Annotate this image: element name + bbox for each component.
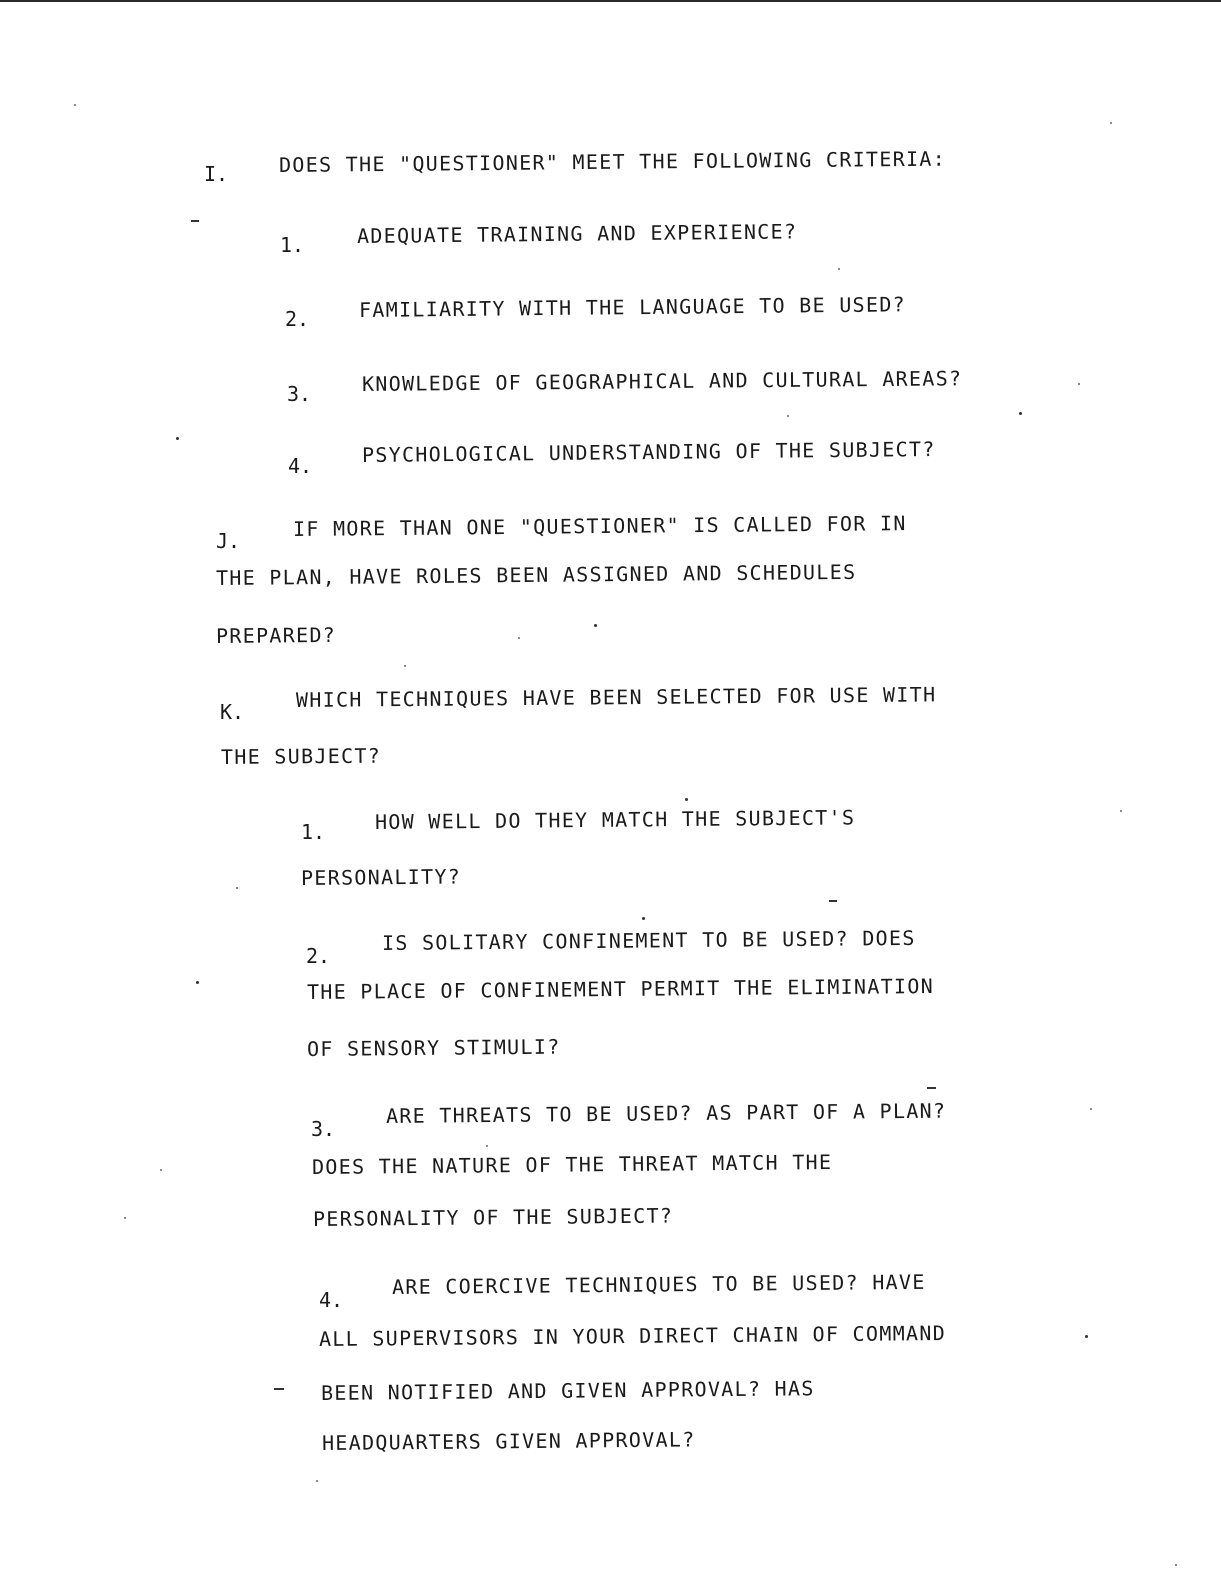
scan-speck — [74, 104, 76, 106]
section-k-item-1-line-2: PERSONALITY? — [300, 864, 462, 890]
scan-speck — [160, 1169, 162, 1171]
scan-speck — [1019, 412, 1022, 415]
section-j-line-3: PREPARED? — [215, 622, 337, 648]
scan-speck — [1090, 1108, 1092, 1110]
scan-mark — [829, 900, 837, 902]
scan-speck — [1120, 810, 1122, 812]
scan-top-edge — [0, 0, 1221, 2]
section-i-item-2-line-1: FAMILIARITY WITH THE LANGUAGE TO BE USED? — [358, 292, 907, 322]
section-i-marker: I. — [204, 162, 229, 186]
section-i-item-3-marker: 3. — [287, 382, 312, 406]
scan-speck — [176, 437, 179, 440]
section-k-item-4-line-2: ALL SUPERVISORS IN YOUR DIRECT CHAIN OF COMMAND — [318, 1320, 947, 1351]
section-k-item-2-line-2: THE PLACE OF CONFINEMENT PERMIT THE ELIMINATION — [306, 973, 935, 1004]
section-j-line-1: IF MORE THAN ONE "QUESTIONER" IS CALLED FOR IN — [292, 511, 907, 541]
section-k-item-2-marker: 2. — [306, 944, 331, 968]
scan-mark — [191, 220, 199, 222]
section-i-item-1-marker: 1. — [280, 233, 305, 257]
section-i-item-1-line-1: ADEQUATE TRAINING AND EXPERIENCE? — [356, 219, 798, 248]
section-k-item-3-line-2: DOES THE NATURE OF THE THREAT MATCH THE — [311, 1150, 833, 1179]
section-k-item-3-line-3: PERSONALITY OF THE SUBJECT? — [312, 1203, 674, 1231]
section-k-item-3-line-1: ARE THREATS TO BE USED? AS PART OF A PLAN? — [385, 1098, 947, 1128]
scan-speck — [594, 624, 597, 627]
scan-speck — [196, 981, 199, 984]
scan-speck — [1175, 1564, 1177, 1566]
section-k-item-4-line-4: HEADQUARTERS GIVEN APPROVAL? — [321, 1427, 696, 1455]
scan-speck — [1110, 122, 1112, 124]
scan-speck — [1085, 1335, 1088, 1338]
scan-mark — [927, 1087, 936, 1089]
scan-mark — [274, 1388, 284, 1390]
section-k-item-2-line-1: IS SOLITARY CONFINEMENT TO BE USED? DOES — [381, 925, 916, 955]
section-i-line-1: DOES THE "QUESTIONER" MEET THE FOLLOWING CRITERIA: — [278, 146, 947, 177]
section-j-marker: J. — [216, 529, 241, 553]
scan-speck — [404, 665, 406, 667]
section-k-marker: K. — [220, 700, 245, 724]
section-k-item-4-line-3: BEEN NOTIFIED AND GIVEN APPROVAL? HAS — [320, 1376, 815, 1405]
scan-speck — [838, 268, 840, 270]
scan-speck — [236, 887, 238, 889]
section-k-item-1-marker: 1. — [301, 820, 326, 844]
section-k-item-3-marker: 3. — [311, 1117, 336, 1141]
scan-speck — [124, 1217, 126, 1219]
section-k-line-2: THE SUBJECT? — [220, 743, 382, 769]
section-k-line-1: WHICH TECHNIQUES HAVE BEEN SELECTED FOR USE WITH — [295, 682, 937, 712]
scan-speck — [316, 1480, 318, 1482]
section-i-item-4-marker: 4. — [288, 454, 313, 478]
scan-speck — [1078, 383, 1080, 385]
scan-speck — [787, 415, 789, 417]
section-j-line-2: THE PLAN, HAVE ROLES BEEN ASSIGNED AND SCHEDULES — [215, 559, 857, 590]
scan-speck — [685, 798, 688, 801]
section-k-item-4-marker: 4. — [319, 1288, 344, 1312]
section-k-item-4-line-1: ARE COERCIVE TECHNIQUES TO BE USED? HAVE — [391, 1269, 926, 1299]
section-i-item-4-line-1: PSYCHOLOGICAL UNDERSTANDING OF THE SUBJECT? — [361, 436, 936, 467]
scan-speck — [518, 637, 520, 639]
section-k-item-2-line-3: OF SENSORY STIMULI? — [306, 1034, 561, 1061]
scan-speck — [642, 917, 645, 920]
section-i-item-3-line-1: KNOWLEDGE OF GEOGRAPHICAL AND CULTURAL AREAS? — [361, 366, 963, 396]
section-i-item-2-marker: 2. — [285, 307, 310, 331]
section-k-item-1-line-1: HOW WELL DO THEY MATCH THE SUBJECT'S — [374, 805, 856, 834]
scan-speck — [486, 1145, 488, 1147]
